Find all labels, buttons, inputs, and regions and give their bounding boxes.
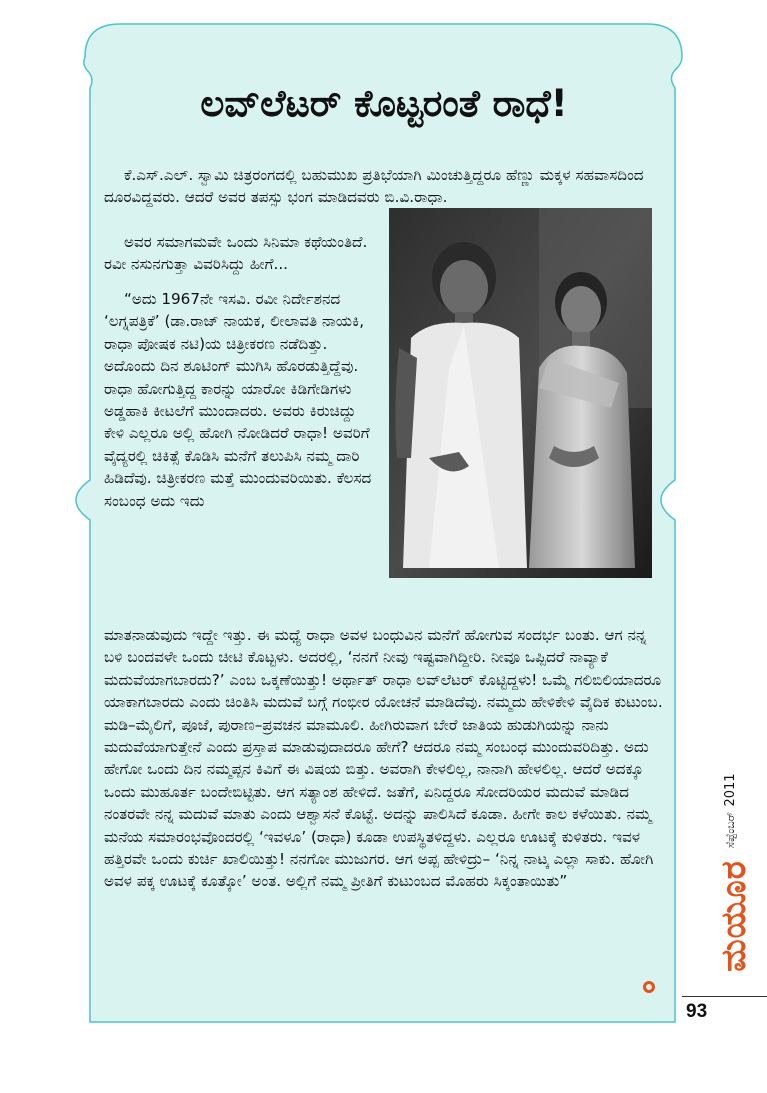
issue-month-text: ಸೆಪ್ಟೆಂಬರ್ bbox=[724, 811, 737, 849]
end-mark-circle-icon bbox=[643, 981, 655, 993]
issue-month bbox=[716, 800, 746, 860]
quote-paragraph-cont: ಮಾತನಾಡುವುದು ಇದ್ದೇ ಇತ್ತು. ಈ ಮಧ್ಯೆ ರಾಧಾ ಅವಳ ಬಂಧುವಿನ ಮನೆಗೆ ಹೋಗುವ ಸಂದರ್ಭ ಬಂತು. ಆಗ ನನ್ನ ಬಳಿ ಬಂದವಳೇ ಒಂದು ಚೀಟಿ ಕೊಟ್ಟಳು. ಅದರಲ್ಲಿ, ‘ನನಗೆ ನೀವು ಇಷ್ಟವಾಗಿದ್ದೀರಿ. ನೀವೂ ಒಪ್ಪಿದರೆ ನಾವ್ಯಾಕೆ ಮದುವೆಯಾಗಬಾರದು?’ ಎಂಬ ಒಕ್ಕಣೆಯಿತ್ತು! ಅರ್ಥಾತ್ ರಾಧಾ ಲವ್‌ಲೆಟರ್ ಕೊಟ್ಟಿದ್ದಳು! ಒಮ್ಮೆ ಗಲಿಬಿಲಿಯಾದರೂ ಯಾಕಾಗಬಾರದು ಎಂದು ಚಿಂತಿಸಿ ಮದುವೆ ಬಗ್ಗೆ ಗಂಭೀರ ಯೋಚನೆ ಮಾಡಿದೆವು. ನಮ್ಮದು ಹೇಳಿಕೇಳಿ ವೈದಿಕ ಕುಟುಂಬ. ಮಡಿ–ಮೈಲಿಗೆ, ಪೂಜೆ, ಪುರಾಣ–ಪ್ರವಚನ ಮಾಮೂಲಿ. ಹೀಗಿರುವಾಗ ಬೇರೆ ಜಾತಿಯ ಹುಡುಗಿಯನ್ನು ನಾನು ಮದುವೆಯಾಗುತ್ತೇನೆ ಎಂದು ಪ್ರಸ್ತಾಪ ಮಾಡುವುದಾದರೂ ಹೇಗೆ? ಆದರೂ ನಮ್ಮ ಸಂಬಂಧ ಮುಂದುವರಿದಿತ್ತು. ಅದು ಹೇಗೋ ಒಂದು ದಿನ ನಮ್ಮಪ್ಪನ ಕಿವಿಗೆ ಈ ವಿಷಯ ಬಿತ್ತು. ಅವರಾಗಿ ಕೇಳಲಿಲ್ಲ, ನಾನಾಗಿ ಹೇಳಲಿಲ್ಲ. ಆದರೆ ಅದಕ್ಕೂ ಒಂದು ಮುಹೂರ್ತ ಬಂದೇಬಿಟ್ಟಿತು. ಆಗ ಸತ್ಯಾಂಶ ಹೇಳಿದೆ. ಜತೆಗೆ, ಏನಿದ್ದರೂ ಸೋದರಿಯರ ಮದುವೆ ಮಾಡಿದ ನಂತರವೇ ನನ್ನ ಮದುವೆ ಮಾತು ಎಂದು ಆಶ್ವಾಸನೆ ಕೊಟ್ಟೆ. ಅದನ್ನು ಪಾಲಿಸಿದೆ ಕೂಡಾ. ಹೀಗೇ ಕಾಲ ಕಳೆಯಿತು. ನಮ್ಮ ಮನೆಯ ಸಮಾರಂಭವೊಂದರಲ್ಲಿ ‘ಇವಳೂ’ (ರಾಧಾ) ಕೂಡಾ ಉಪಸ್ಥಿತಳಿದ್ದಳು. ಎಲ್ಲರೂ ಊಟಕ್ಕೆ ಕುಳಿತರು. ಇವಳ ಹತ್ತಿರವೇ ಒಂದು ಕುರ್ಚಿ ಖಾಲಿಯಿತ್ತು! ನನಗೋ ಮುಜುಗರ. ಆಗ ಅಪ್ಪ ಹೇಳಿದ್ರು– ‘ನಿನ್ನ ನಾಟ್ಕ ಎಲ್ಲಾ ಸಾಕು. ಹೋಗಿ ಅವಳ ಪಕ್ಕ ಊಟಕ್ಕೆ ಕೂತ್ಕೋ’ ಅಂತ. ಅಲ್ಲಿಗೆ ನಮ್ಮ ಪ್ರೀತಿಗೆ ಕುಟುಂಬದ ಮೊಹರು ಸಿಕ್ಕಂತಾಯಿತು” bbox=[104, 626, 663, 891]
page-number-rule bbox=[682, 996, 767, 997]
page-number: 93 bbox=[686, 1001, 708, 1022]
lead-paragraph: ಅವರ ಸಮಾಗಮವೇ ಒಂದು ಸಿನಿಮಾ ಕಥೆಯಂತಿದೆ. ರವೀ ನಸುನಗುತ್ತಾ ವಿವರಿಸಿದ್ದು ಹೀಗೆ... bbox=[104, 233, 368, 274]
magazine-logo-text: ಮಯೂರ bbox=[714, 860, 754, 972]
quote-paragraph-start: “ಅದು 1967ನೇ ಇಸವಿ. ರವೀ ನಿರ್ದೇಶನದ ‘ಲಗ್ನಪತ್ರಿಕೆ’ (ಡಾ.ರಾಜ್ ನಾಯಕ, ಲೀಲಾವತಿ ನಾಯಕಿ, ರಾಧಾ ಪೋಷಕ ನಟಿ)ಯ ಚಿತ್ರೀಕರಣ ನಡೆದಿತ್ತು. ಅದೊಂದು ದಿನ ಶೂಟಿಂಗ್ ಮುಗಿಸಿ ಹೊರಡುತ್ತಿದ್ದೆವು. ರಾಧಾ ಹೋಗುತ್ತಿದ್ದ ಕಾರನ್ನು ಯಾರೋ ಕಿಡಿಗೇಡಿಗಳು ಅಡ್ಡಹಾಕಿ ಕೀಟಲೆಗೆ ಮುಂದಾದರು. ಅವರು ಕಿರುಚಿದ್ದು ಕೇಳಿ ಎಲ್ಲರೂ ಅಲ್ಲಿ ಹೋಗಿ ನೋಡಿದರೆ ರಾಧಾ! ಅವರಿಗೆ ವೈದ್ಯರಲ್ಲಿ ಚಿಕಿತ್ಸೆ ಕೊಡಿಸಿ ಮನೆಗೆ ತಲುಪಿಸಿ ನಮ್ಮ ದಾರಿ ಹಿಡಿದೆವು. ಚಿತ್ರೀಕರಣ ಮತ್ತೆ ಮುಂದುವರಿಯಿತು. ಕೆಲಸದ ಸಂಬಂಧ ಅದು ಇದು bbox=[104, 290, 372, 510]
couple-photo bbox=[389, 208, 652, 578]
magazine-logo bbox=[712, 856, 756, 976]
article-title: ಲವ್‌ಲೆಟರ್ ಕೊಟ್ಟರಂತೆ ರಾಧೆ! bbox=[200, 82, 568, 125]
intro-paragraph: ಕೆ.ಎಸ್.ಎಲ್. ಸ್ವಾಮಿ ಚಿತ್ರರಂಗದಲ್ಲಿ ಬಹುಮುಖ ಪ್ರತಿಭೆಯಾಗಿ ಮಿಂಚುತ್ತಿದ್ದರೂ ಹೆಣ್ಣು ಮಕ್ಕಳ ಸಹವಾಸದಿಂದ ದೂರವಿದ್ದವರು. ಆದರೆ ಅವರ ತಪಸ್ಸು ಭಂಗ ಮಾಡಿದವರು ಬಿ.ವಿ.ರಾಧಾ. bbox=[104, 166, 644, 207]
issue-year-text: 2011 bbox=[723, 773, 738, 807]
